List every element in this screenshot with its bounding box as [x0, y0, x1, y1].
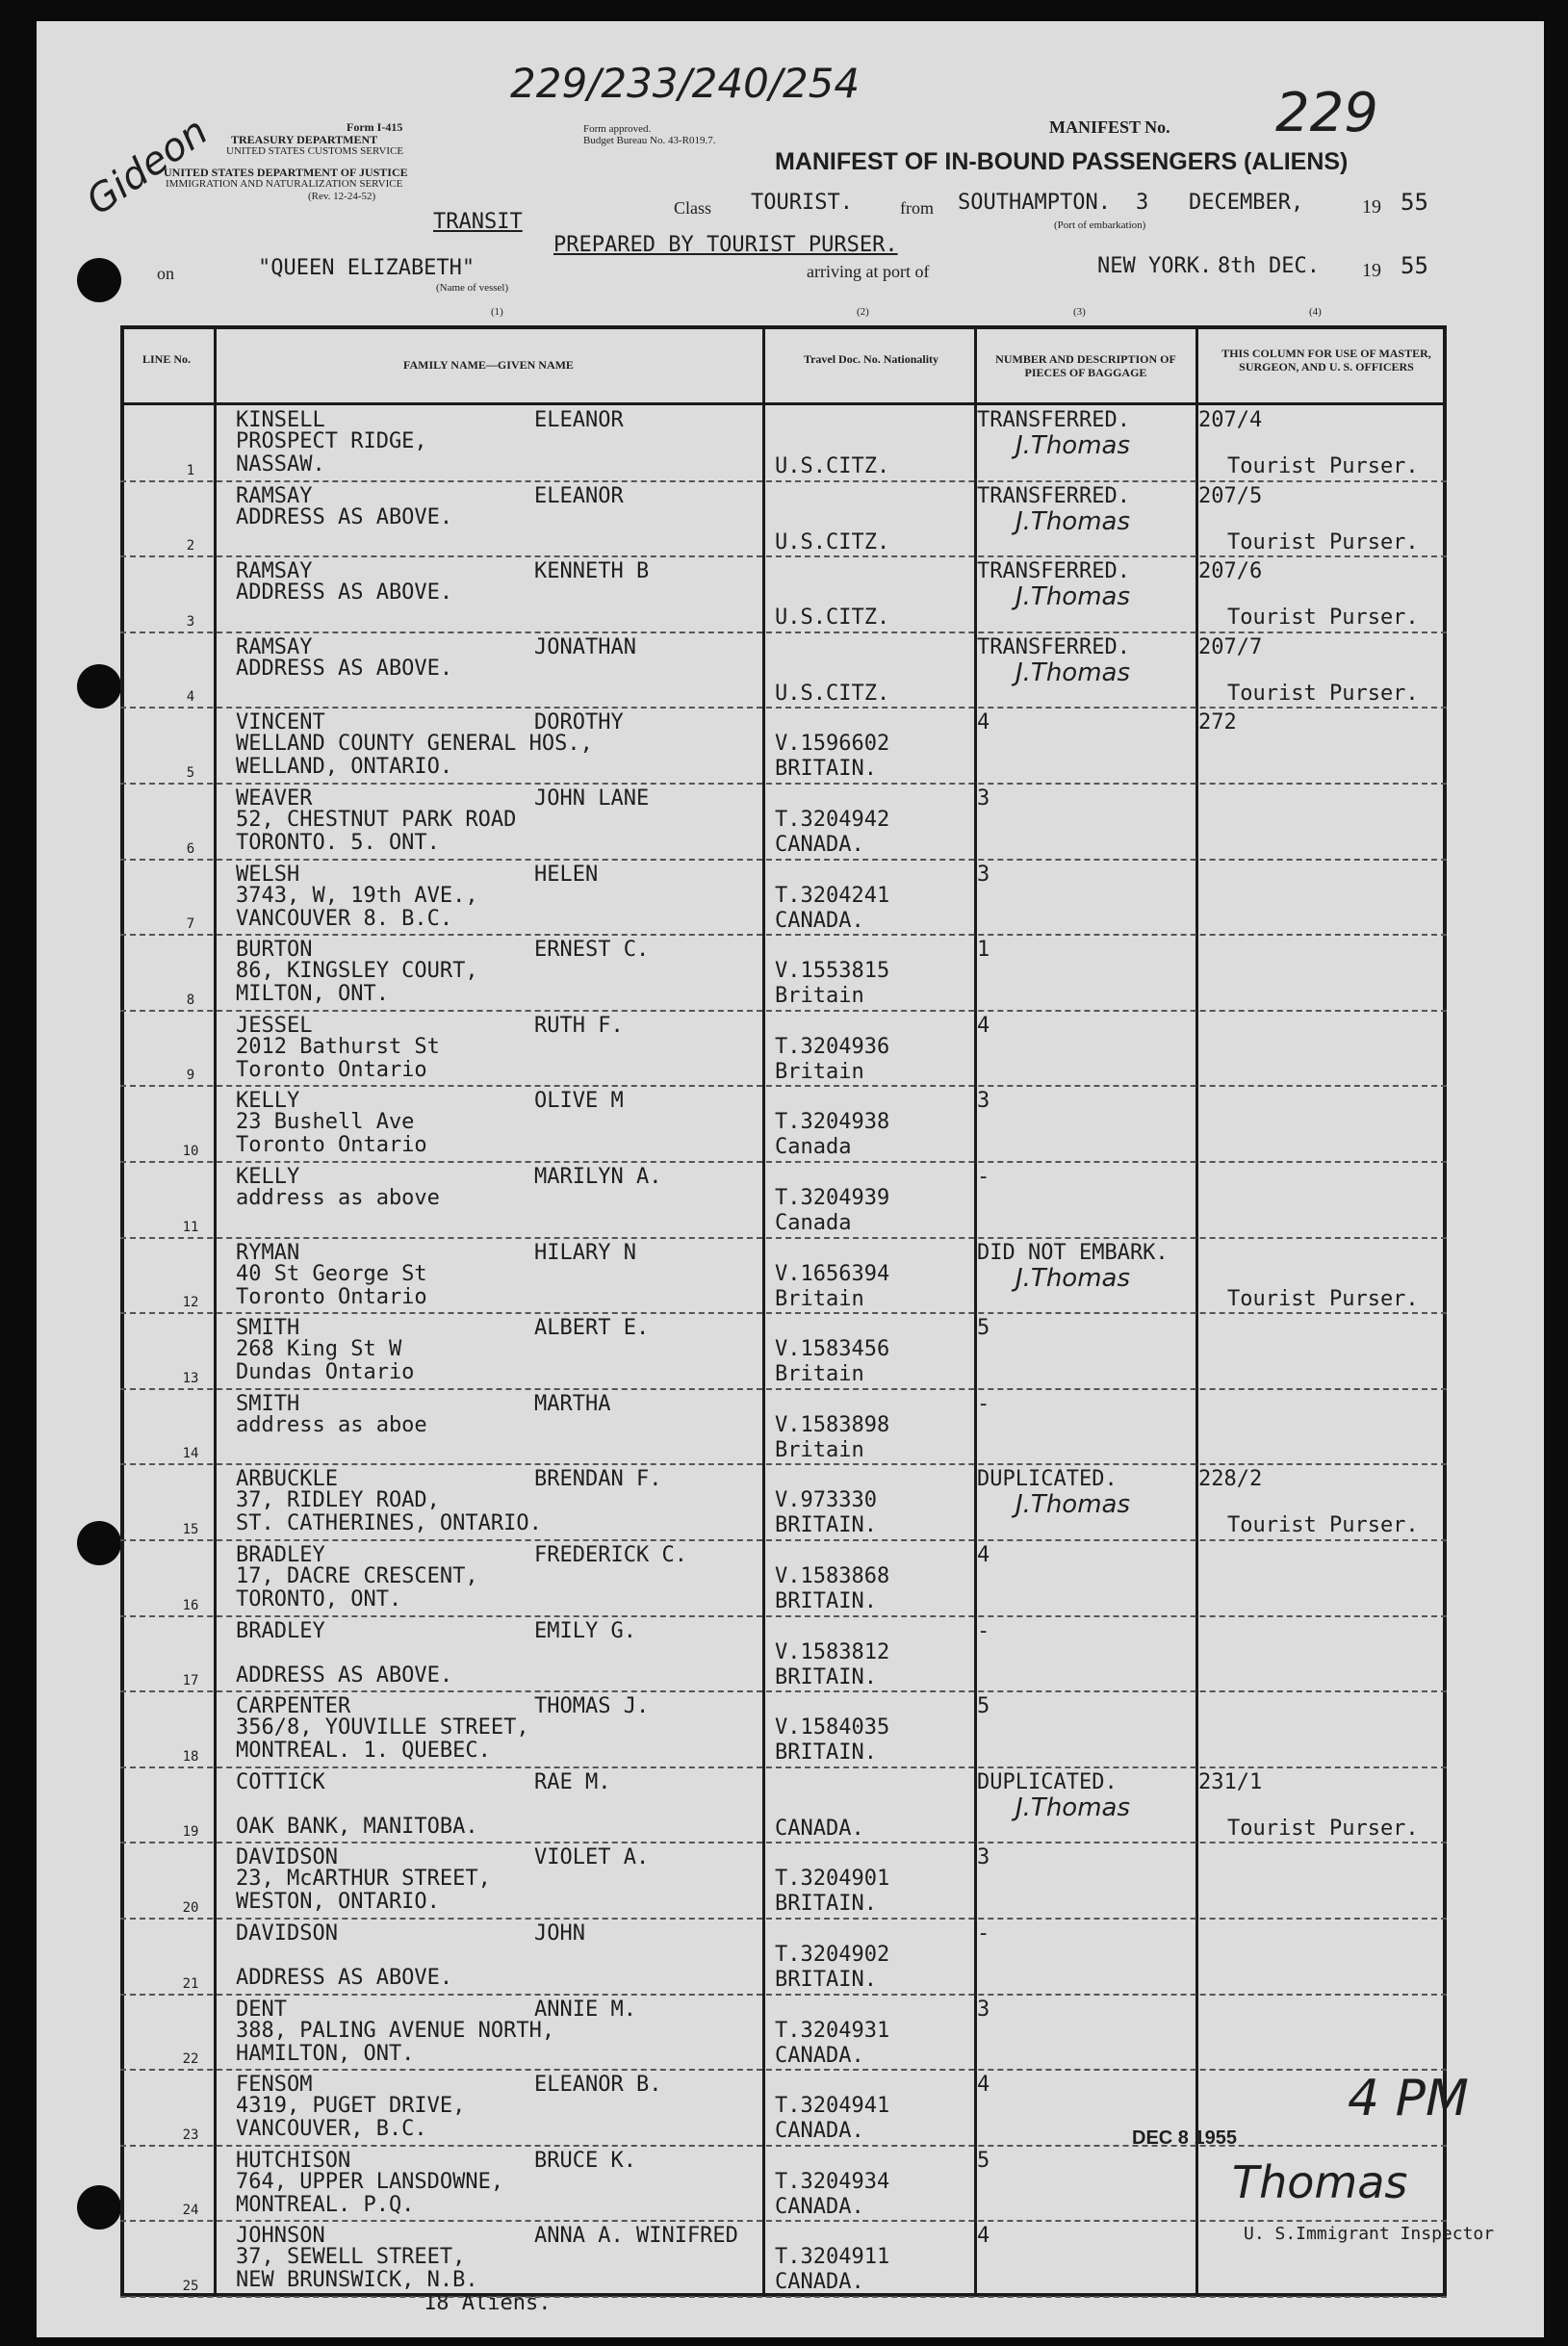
row-line-number: 15: [182, 1521, 199, 1537]
arriving-label: arriving at port of: [807, 262, 930, 281]
nationality: BRITAIN.: [775, 1664, 877, 1689]
col-number-4: (4): [1309, 306, 1322, 318]
travel-doc-no: V.1583812: [775, 1639, 890, 1664]
nationality: CANADA.: [775, 908, 864, 933]
travel-doc-no: T.3204938: [775, 1110, 890, 1135]
table-row: [120, 861, 1447, 937]
year-suffix: 55: [1401, 189, 1428, 216]
row-line-number: 1: [186, 462, 195, 478]
family-name: BURTON: [236, 938, 313, 963]
table-row: [120, 1163, 1447, 1239]
baggage: -: [977, 1618, 990, 1643]
officer-note: 272: [1198, 710, 1237, 735]
punch-hole: [77, 664, 121, 709]
nationality: Britain: [775, 1437, 864, 1462]
row-line-number: 2: [186, 538, 195, 554]
travel-doc-no: T.3204931: [775, 2018, 890, 2043]
baggage: 5: [977, 1694, 990, 1719]
family-name: DAVIDSON: [236, 1921, 338, 1946]
punch-hole: [77, 1521, 121, 1565]
baggage: 1: [977, 938, 990, 963]
service2-label: IMMIGRATION AND NATURALIZATION SERVICE: [166, 178, 403, 190]
address-line-1: 23 Bushell Ave: [236, 1110, 415, 1135]
col-number-3: (3): [1073, 306, 1086, 318]
header-baggage: NUMBER AND DESCRIPTION OF PIECES OF BAGGAGE: [995, 352, 1176, 379]
purser-signature: J.Thomas: [1015, 506, 1131, 536]
address-line-2: TORONTO, ONT.: [236, 1587, 402, 1611]
table-row: [120, 1390, 1447, 1466]
table-row: [120, 2071, 1447, 2147]
revision-label: (Rev. 12-24-52): [308, 191, 376, 202]
baggage: 3: [977, 1845, 990, 1870]
row-line-number: 7: [186, 916, 195, 933]
baggage: 4: [977, 2224, 990, 2249]
given-name: MARTHA: [534, 1391, 611, 1416]
address-line-2: ADDRESS AS ABOVE.: [236, 1663, 453, 1688]
address-line-2: Dundas Ontario: [236, 1360, 415, 1385]
address-line-1: 4319, PUGET DRIVE,: [236, 2094, 466, 2119]
address-line-1: 40 St George St: [236, 1261, 427, 1286]
table-row: [120, 1087, 1447, 1163]
row-line-number: 22: [182, 2051, 199, 2068]
address-line-2: WELLAND, ONTARIO.: [236, 755, 453, 780]
address-line-1: WELLAND COUNTY GENERAL HOS.,: [236, 732, 593, 757]
given-name: VIOLET A.: [534, 1845, 650, 1870]
given-name: HILARY N: [534, 1240, 636, 1265]
header-line-no: LINE No.: [141, 352, 191, 366]
table-row: [120, 1920, 1447, 1996]
family-name: DENT: [236, 1997, 287, 2022]
table-row: [120, 557, 1447, 633]
address-line-2: WESTON, ONTARIO.: [236, 1890, 440, 1915]
address-line-2: Toronto Ontario: [236, 1284, 427, 1309]
nationality: CANADA.: [775, 1816, 864, 1841]
purser-signature: J.Thomas: [1015, 1263, 1131, 1293]
family-name: KINSELL: [236, 408, 325, 432]
nationality: Britain: [775, 1362, 864, 1387]
table-row: [120, 482, 1447, 558]
port-caption: (Port of embarkation): [1054, 219, 1146, 231]
margin-initial: Gideon: [78, 109, 217, 224]
arrival-port: NEW YORK.: [1097, 254, 1213, 278]
given-name: ELEANOR B.: [534, 2073, 662, 2098]
address-line-2: NEW BRUNSWICK, N.B.: [236, 2268, 478, 2293]
travel-doc-no: T.3204934: [775, 2169, 890, 2194]
baggage: TRANSFERRED.: [977, 408, 1130, 432]
inspector-signature: Thomas: [1232, 2156, 1408, 2208]
address-line-2: Toronto Ontario: [236, 1133, 427, 1158]
family-name: SMITH: [236, 1391, 300, 1416]
address-line-1: 764, UPPER LANSDOWNE,: [236, 2169, 504, 2194]
table-row: [120, 1843, 1447, 1920]
table-row: [120, 1012, 1447, 1088]
row-line-number: 6: [186, 840, 195, 857]
family-name: VINCENT: [236, 710, 325, 735]
inspection-date-stamp: DEC 8 1955: [1132, 2127, 1237, 2149]
table-row: [120, 1617, 1447, 1693]
baggage: TRANSFERRED.: [977, 559, 1130, 584]
travel-doc-no: V.1583456: [775, 1337, 890, 1362]
embark-month: DECEMBER,: [1189, 191, 1304, 215]
family-name: JOHNSON: [236, 2224, 325, 2249]
address-line-2: TORONTO. 5. ONT.: [236, 831, 440, 855]
given-name: DOROTHY: [534, 710, 624, 735]
on-label: on: [157, 264, 174, 283]
form-number: Form I-415: [347, 120, 403, 134]
given-name: BRENDAN F.: [534, 1467, 662, 1492]
header-divider: [120, 402, 1447, 405]
baggage: 4: [977, 2073, 990, 2098]
address-line-1: 86, KINGSLEY COURT,: [236, 959, 478, 984]
table-row: [120, 1996, 1447, 2072]
travel-doc-no: V.973330: [775, 1488, 877, 1513]
address-line-1: 3743, W, 19th AVE.,: [236, 883, 478, 908]
nationality: CANADA.: [775, 2043, 864, 2068]
row-line-number: 18: [182, 1748, 199, 1765]
row-line-number: 25: [182, 2278, 199, 2294]
year-prefix: 19: [1362, 196, 1381, 218]
address-line-2: MONTREAL. 1. QUEBEC.: [236, 1739, 491, 1764]
baggage: 4: [977, 1013, 990, 1038]
nationality: Canada: [775, 1135, 852, 1160]
given-name: EMILY G.: [534, 1618, 636, 1643]
address-line-2: ST. CATHERINES, ONTARIO.: [236, 1511, 542, 1536]
address-line-2: NASSAW.: [236, 452, 325, 477]
tourist-purser-note: Tourist Purser.: [1227, 606, 1419, 631]
address-line-2: MILTON, ONT.: [236, 982, 389, 1007]
nationality: BRITAIN.: [775, 1740, 877, 1766]
given-name: JONATHAN: [534, 634, 636, 659]
tourist-purser-note: Tourist Purser.: [1227, 454, 1419, 478]
nationality: Britain: [775, 984, 864, 1009]
travel-doc-no: T.3204901: [775, 1867, 890, 1892]
nationality: U.S.CITZ.: [775, 529, 890, 554]
vessel-caption: (Name of vessel): [436, 282, 509, 294]
travel-doc-no: T.3204936: [775, 1034, 890, 1059]
officer-note: 231/1: [1198, 1769, 1263, 1794]
travel-doc-no: V.1584035: [775, 1715, 890, 1740]
row-line-number: 13: [182, 1370, 199, 1386]
tourist-purser-note: Tourist Purser.: [1227, 529, 1419, 554]
given-name: JOHN LANE: [534, 786, 650, 811]
given-name: THOMAS J.: [534, 1694, 650, 1719]
address-line-2: VANCOUVER, B.C.: [236, 2117, 427, 2142]
address-line-1: address as aboe: [236, 1412, 427, 1437]
nationality: CANADA.: [775, 2119, 864, 2144]
address-line-1: ADDRESS AS ABOVE.: [236, 504, 453, 529]
family-name: SMITH: [236, 1316, 300, 1341]
given-name: ANNIE M.: [534, 1997, 636, 2022]
tourist-purser-note: Tourist Purser.: [1227, 1286, 1419, 1311]
table-row: [120, 406, 1447, 482]
nationality: U.S.CITZ.: [775, 606, 890, 631]
nationality: CANADA.: [775, 2270, 864, 2295]
baggage: 5: [977, 1316, 990, 1341]
nationality: U.S.CITZ.: [775, 681, 890, 706]
address-line-2: Toronto Ontario: [236, 1057, 427, 1082]
baggage: 3: [977, 1089, 990, 1114]
row-line-number: 19: [182, 1824, 199, 1841]
travel-doc-no: V.1596602: [775, 732, 890, 757]
header-doc: Travel Doc. No. Nationality: [803, 352, 939, 366]
tourist-purser-note: Tourist Purser.: [1227, 1513, 1419, 1538]
table-row: [120, 633, 1447, 709]
aliens-count: 18 Aliens.: [424, 2291, 552, 2315]
family-name: RAMSAY: [236, 483, 313, 508]
family-name: ARBUCKLE: [236, 1467, 338, 1492]
baggage: 4: [977, 710, 990, 735]
col-number-1: (1): [491, 306, 503, 318]
arrival-year-suffix: 55: [1401, 252, 1428, 279]
address-line-2: VANCOUVER 8. B.C.: [236, 906, 453, 931]
nationality: CANADA.: [775, 2194, 864, 2219]
table-row: [120, 1768, 1447, 1844]
baggage: -: [977, 1165, 990, 1189]
row-line-number: 16: [182, 1597, 199, 1613]
nationality: Canada: [775, 1211, 852, 1235]
family-name: RAMSAY: [236, 634, 313, 659]
embark-port: SOUTHAMPTON.: [958, 191, 1111, 215]
budget-label: Budget Bureau No. 43-R019.7.: [583, 135, 716, 146]
given-name: RUTH F.: [534, 1013, 624, 1038]
baggage: TRANSFERRED.: [977, 483, 1130, 508]
officer-note: 207/7: [1198, 634, 1263, 659]
officer-note: 207/5: [1198, 483, 1263, 508]
family-name: DAVIDSON: [236, 1845, 338, 1870]
nationality: Britain: [775, 1059, 864, 1084]
given-name: FREDERICK C.: [534, 1543, 687, 1567]
transit-label: TRANSIT: [433, 210, 523, 234]
row-line-number: 5: [186, 764, 195, 781]
header-officers: THIS COLUMN FOR USE OF MASTER, SURGEON, AND U. S. OFFICERS: [1221, 347, 1431, 374]
officer-note: 207/6: [1198, 559, 1263, 584]
table-row: [120, 1692, 1447, 1768]
travel-doc-no: T.3204241: [775, 883, 890, 908]
address-line-2: MONTREAL. P.Q.: [236, 2192, 415, 2217]
from-label-text: from: [900, 198, 934, 218]
address-line-2: HAMILTON, ONT.: [236, 2041, 415, 2066]
address-line-1: 356/8, YOUVILLE STREET,: [236, 1715, 529, 1740]
family-name: BRADLEY: [236, 1618, 325, 1643]
arrival-year-prefix: 19: [1362, 260, 1381, 281]
address-line-1: ADDRESS AS ABOVE.: [236, 580, 453, 606]
nationality: BRITAIN.: [775, 1513, 877, 1538]
nationality: BRITAIN.: [775, 1892, 877, 1917]
given-name: RAE M.: [534, 1769, 611, 1794]
given-name: OLIVE M: [534, 1089, 624, 1114]
baggage: 5: [977, 2148, 990, 2173]
handwritten-manifest-numbers: 229/233/240/254: [510, 60, 861, 107]
travel-doc-no: V.1656394: [775, 1261, 890, 1286]
given-name: JOHN: [534, 1921, 585, 1946]
row-line-number: 17: [182, 1673, 199, 1689]
row-line-number: 20: [182, 1899, 199, 1916]
tourist-purser-note: Tourist Purser.: [1227, 681, 1419, 706]
officer-note: 228/2: [1198, 1467, 1263, 1492]
baggage: DUPLICATED.: [977, 1769, 1118, 1794]
table-row: [120, 785, 1447, 861]
family-name: JESSEL: [236, 1013, 313, 1038]
baggage: -: [977, 1921, 990, 1946]
given-name: HELEN: [534, 862, 599, 887]
given-name: ELEANOR: [534, 483, 624, 508]
given-name: ERNEST C.: [534, 938, 650, 963]
nationality: BRITAIN.: [775, 1589, 877, 1613]
row-line-number: 4: [186, 689, 195, 706]
travel-doc-no: T.3204902: [775, 1943, 890, 1967]
col-number-2: (2): [857, 306, 869, 318]
nationality: Britain: [775, 1286, 864, 1311]
address-line-1: 2012 Bathurst St: [236, 1034, 440, 1059]
table-row: [120, 1239, 1447, 1315]
travel-doc-no: V.1553815: [775, 959, 890, 984]
purser-signature: J.Thomas: [1015, 582, 1131, 612]
prepared-by: PREPARED BY TOURIST PURSER.: [553, 233, 898, 257]
given-name: ALBERT E.: [534, 1316, 650, 1341]
table-row: [120, 936, 1447, 1012]
travel-doc-no: T.3204911: [775, 2245, 890, 2270]
baggage: TRANSFERRED.: [977, 634, 1130, 659]
travel-doc-no: T.3204939: [775, 1186, 890, 1210]
address-line-1: PROSPECT RIDGE,: [236, 429, 427, 453]
given-name: BRUCE K.: [534, 2148, 636, 2173]
family-name: HUTCHISON: [236, 2148, 351, 2173]
punch-hole: [77, 258, 121, 302]
travel-doc-no: T.3204942: [775, 808, 890, 832]
tourist-purser-note: Tourist Purser.: [1227, 1816, 1419, 1841]
purser-signature: J.Thomas: [1015, 431, 1131, 460]
family-name: COTTICK: [236, 1769, 325, 1794]
address-line-1: ADDRESS AS ABOVE.: [236, 656, 453, 681]
address-line-1: 17, DACRE CRESCENT,: [236, 1564, 478, 1588]
family-name: KELLY: [236, 1089, 300, 1114]
family-name: CARPENTER: [236, 1694, 351, 1719]
manifest-no-label: MANIFEST No.: [1049, 117, 1170, 137]
row-divider: [120, 2296, 1447, 2298]
given-name: MARILYN A.: [534, 1165, 662, 1189]
family-name: BRADLEY: [236, 1543, 325, 1567]
family-name: RAMSAY: [236, 559, 313, 584]
manifest-no-value: 229: [1275, 82, 1378, 144]
table-row: [120, 1541, 1447, 1617]
approved-label: Form approved.: [583, 123, 652, 135]
inspection-time: 4 PM: [1348, 2070, 1469, 2127]
manifest-title: MANIFEST OF IN-BOUND PASSENGERS (ALIENS): [775, 148, 1349, 175]
address-line-1: 52, CHESTNUT PARK ROAD: [236, 808, 517, 832]
dept-label: TREASURY DEPARTMENT: [231, 133, 378, 146]
row-line-number: 24: [182, 2203, 199, 2219]
given-name: ANNA A. WINIFRED: [534, 2224, 738, 2249]
row-line-number: 12: [182, 1295, 199, 1311]
given-name: ELEANOR: [534, 408, 624, 432]
baggage: -: [977, 1391, 990, 1416]
address-line-2: ADDRESS AS ABOVE.: [236, 1966, 453, 1990]
purser-signature: J.Thomas: [1015, 1792, 1131, 1822]
baggage: DUPLICATED.: [977, 1467, 1118, 1492]
row-line-number: 14: [182, 1446, 199, 1462]
row-line-number: 23: [182, 2127, 199, 2143]
nationality: BRITAIN.: [775, 757, 877, 782]
family-name: KELLY: [236, 1165, 300, 1189]
travel-doc-no: T.3204941: [775, 2094, 890, 2119]
table-row: [120, 1465, 1447, 1541]
dept2-label: UNITED STATES DEPARTMENT OF JUSTICE: [164, 166, 408, 179]
punch-hole: [77, 2185, 121, 2230]
family-name: RYMAN: [236, 1240, 300, 1265]
service-label: UNITED STATES CUSTOMS SERVICE: [226, 145, 404, 157]
address-line-1: 37, SEWELL STREET,: [236, 2245, 466, 2270]
baggage: 3: [977, 1997, 990, 2022]
address-line-1: address as above: [236, 1186, 440, 1210]
row-line-number: 21: [182, 1975, 199, 1992]
address-line-1: 37, RIDLEY ROAD,: [236, 1488, 440, 1513]
row-line-number: 3: [186, 613, 195, 630]
row-line-number: 9: [186, 1068, 195, 1084]
baggage: 3: [977, 862, 990, 887]
address-line-1: 23, McARTHUR STREET,: [236, 1867, 491, 1892]
row-line-number: 8: [186, 992, 195, 1008]
header-name: FAMILY NAME—GIVEN NAME: [403, 358, 574, 372]
family-name: WELSH: [236, 862, 300, 887]
row-line-number: 10: [182, 1143, 199, 1159]
vessel-name: "QUEEN ELIZABETH": [258, 256, 476, 280]
given-name: KENNETH B: [534, 559, 650, 584]
table-row: [120, 1314, 1447, 1390]
embark-day: 3: [1136, 191, 1149, 215]
address-line-1: 388, PALING AVENUE NORTH,: [236, 2018, 555, 2043]
purser-signature: J.Thomas: [1015, 1490, 1131, 1520]
baggage: 3: [977, 786, 990, 811]
row-line-number: 11: [182, 1219, 199, 1235]
nationality: CANADA.: [775, 833, 864, 857]
family-name: WEAVER: [236, 786, 313, 811]
family-name: FENSOM: [236, 2073, 313, 2098]
class-value: TOURIST.: [751, 191, 853, 215]
baggage: 4: [977, 1543, 990, 1567]
baggage: DID NOT EMBARK.: [977, 1240, 1169, 1265]
nationality: U.S.CITZ.: [775, 454, 890, 478]
officer-note: 207/4: [1198, 408, 1263, 432]
class-label: Class: [674, 198, 712, 218]
inspector-label: U. S.Immigrant Inspector: [1244, 2224, 1495, 2244]
address-line-1: 268 King St W: [236, 1337, 402, 1362]
purser-signature: J.Thomas: [1015, 657, 1131, 687]
travel-doc-no: V.1583868: [775, 1564, 890, 1588]
address-line-2: OAK BANK, MANITOBA.: [236, 1814, 478, 1839]
table-row: [120, 709, 1447, 785]
arrival-date: 8th DEC.: [1218, 254, 1320, 278]
nationality: BRITAIN.: [775, 1968, 877, 1992]
travel-doc-no: V.1583898: [775, 1412, 890, 1437]
